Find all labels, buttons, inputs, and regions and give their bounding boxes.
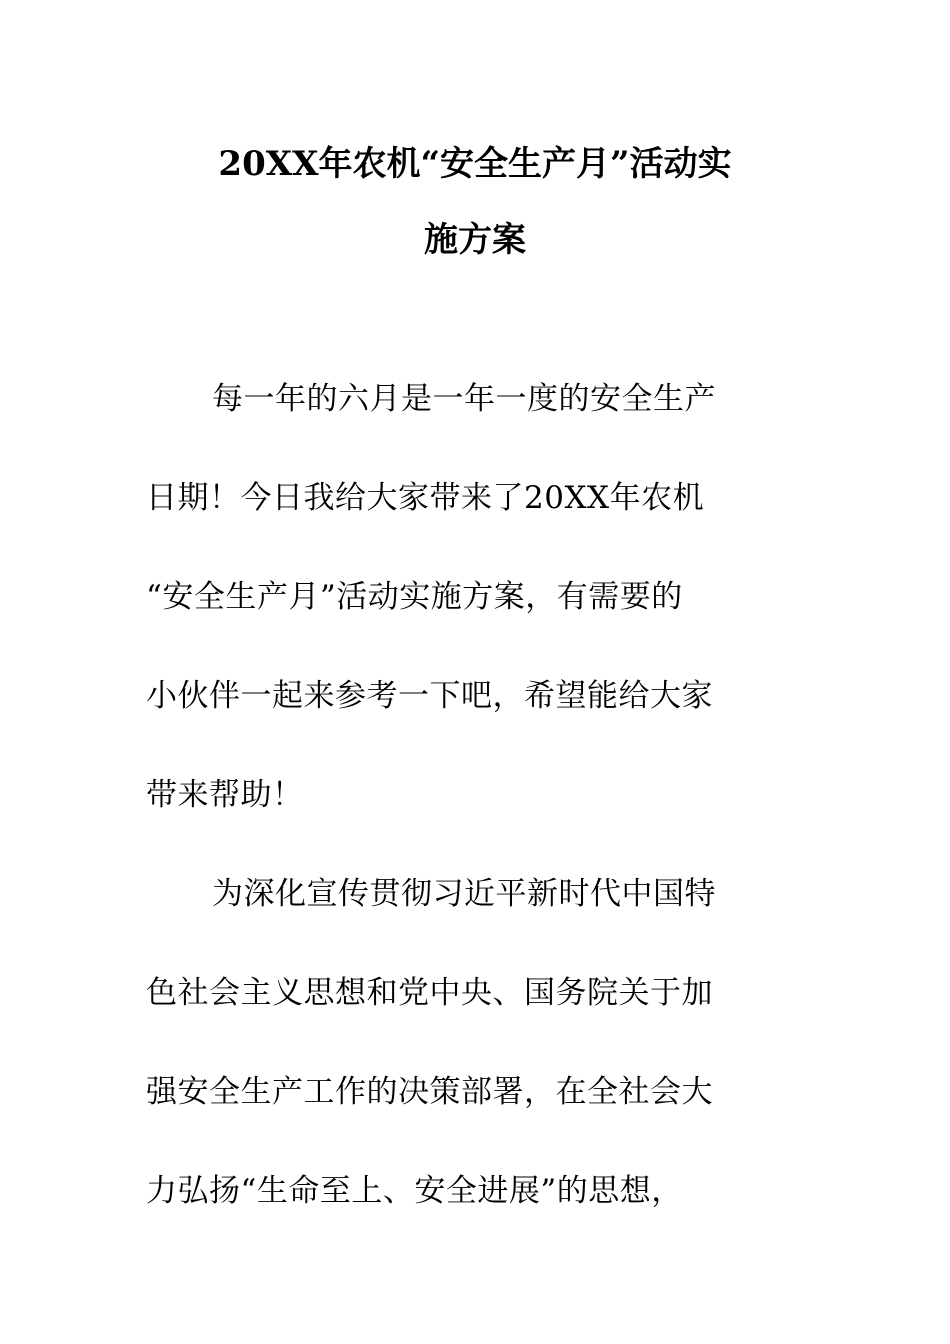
- document-body: [146, 350, 786, 1241]
- paragraph-line: 带来帮助！: [146, 777, 304, 813]
- paragraph-line: 色社会主义思想和党中央、国务院关于加: [146, 975, 713, 1011]
- title-line-1: 20XX年农机“安全生产月”活动实: [218, 144, 732, 184]
- paragraph-intro: [146, 350, 786, 845]
- paragraph-line: 每一年的六月是一年一度的安全生产: [212, 381, 716, 417]
- document-title: [150, 126, 800, 278]
- paragraph-line: 强安全生产工作的决策部署，在全社会大: [146, 1074, 713, 1110]
- paragraph-line: 力弘扬“生命至上、安全进展”的思想，: [146, 1173, 683, 1209]
- paragraph-line: 为深化宣传贯彻习近平新时代中国特: [212, 876, 716, 912]
- title-line-2: 施方案: [424, 220, 526, 260]
- paragraph-line: 小伙伴一起来参考一下吧，希望能给大家: [146, 678, 713, 714]
- paragraph-line: 日期！今日我给大家带来了20XX年农机: [146, 480, 705, 516]
- paragraph-purpose: [146, 845, 786, 1241]
- paragraph-line: “安全生产月”活动实施方案，有需要的: [146, 579, 683, 615]
